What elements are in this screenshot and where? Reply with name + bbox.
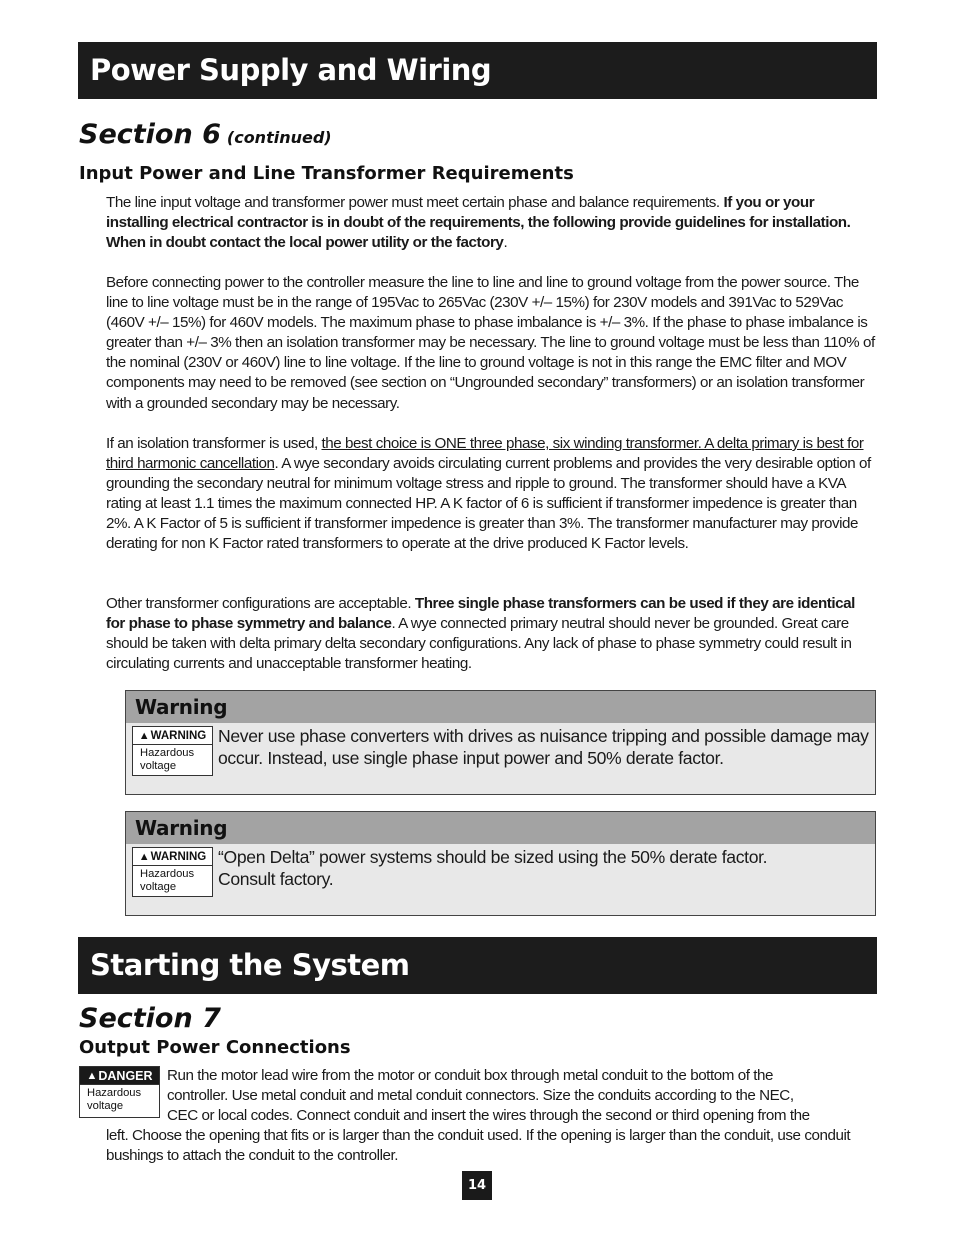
subheading-output-power: Output Power Connections: [79, 1037, 351, 1058]
subheading-input-power: Input Power and Line Transformer Requirements: [79, 163, 574, 184]
hazard-label: Hazardous voltage: [80, 1084, 159, 1113]
paragraph-voltage-measurement: Before connecting power to the controller measure the line to line and line to ground voltage from the power source. The line to line voltage must be in the range of 195Vac to 265Vac (230V +/– 15%) for 230V models and 391Vac to 529Vac (460V +/– 15%) for 460V models. The maximum phase to phase imbalance is +/– 3%. If the phase to phase imbalance is greater than +/– 3% then an isolation transformer may be necessary. The line to ground voltage must be less than 110% of the nominal (230V or 460V) line to line voltage. If the line to ground voltage is not in this range the EMC filter and MOV components may need to be removed (see section on “Ungrounded secondary” transformers) or an isolation transformer with a grounded secondary may be necessary.: [106, 274, 875, 412]
hazard-label: Hazardous voltage: [133, 744, 212, 773]
header-banner-power-supply: [78, 42, 877, 99]
paragraph-other-configurations: Other transformer configurations are acceptable. Three single phase transformers can be used if they are identical for phase to phase symmetry and balance. A wye connected primary neutral should never be grounded. Great care should be taken with delta primary delta secondary configurations. Any lack of phase to phase symmetry could result in circulating currents and unacceptable transformer heating.: [106, 595, 855, 673]
section-6-title: Section 6 (continued): [79, 119, 332, 150]
warning-heading: Warning: [126, 812, 875, 844]
page-number: 14: [462, 1171, 492, 1200]
hazard-label: Hazardous voltage: [133, 865, 212, 894]
continued-label: (continued): [226, 128, 332, 147]
paragraph-isolation-transformer: If an isolation transformer is used, the best choice is ONE three phase, six winding transformer. A delta primary is best for third harmonic cancellation. A wye secondary avoids circulating current problems and provides the very desirable option of grounding the secondary neutral for minimum voltage stress and ripple to ground. The transformer should have a KVA rating at least 1.1 times the maximum connected HP. A K factor of 6 is sufficient if transformer impedence is greater than 2%. A K Factor of 5 is sufficient if transformer impedence is greater than 3%. The transformer manufacturer may provide derating for non K Factor rated transformers to operate at the drive produced K Factor levels.: [106, 435, 871, 553]
paragraph-output-connections-lines: Run the motor lead wire from the motor or conduit box through metal conduit to the bottom of the controller. Use metal conduit and metal conduit connectors. Size the conduits according to the NEC, CEC or local codes. Connect conduit and insert the wires through the second or third opening from the: [167, 1067, 810, 1125]
warning-text: “Open Delta” power systems should be sized using the 50% derate factor. Consult factory.: [218, 847, 768, 889]
warning-badge: ▲ WARNING Hazardous voltage: [132, 847, 213, 897]
warning-box-open-delta: [125, 811, 876, 916]
danger-triangle-icon: ▲: [86, 1069, 98, 1082]
warning-triangle-icon: ▲: [138, 850, 150, 863]
warning-box-phase-converters: [125, 690, 876, 795]
header-title: Starting the System: [90, 948, 410, 982]
warning-heading: Warning: [126, 691, 875, 723]
header-title: Power Supply and Wiring: [90, 53, 492, 87]
header-banner-starting-system: [78, 937, 877, 994]
warning-triangle-icon: ▲: [138, 729, 150, 742]
paragraph-requirements: The line input voltage and transformer power must meet certain phase and balance requirements. If you or your installing electrical contractor is in doubt of the requirements, the following provide guidelines for installation. When in doubt contact the local power utility or the factory.: [106, 194, 851, 252]
section-7-title: Section 7: [79, 1003, 221, 1034]
warning-text: Never use phase converters with drives as nuisance tripping and possible damage may occur. Instead, use single phase input power and 50% derate factor.: [218, 726, 869, 768]
warning-badge: ▲ WARNING Hazardous voltage: [132, 726, 213, 776]
paragraph-output-connections-rest: left. Choose the opening that fits or is larger than the conduit used. If the opening is larger than the conduit, use conduit bushings to attach the conduit to the controller.: [106, 1127, 851, 1165]
danger-badge: ▲ DANGER Hazardous voltage: [79, 1066, 160, 1118]
